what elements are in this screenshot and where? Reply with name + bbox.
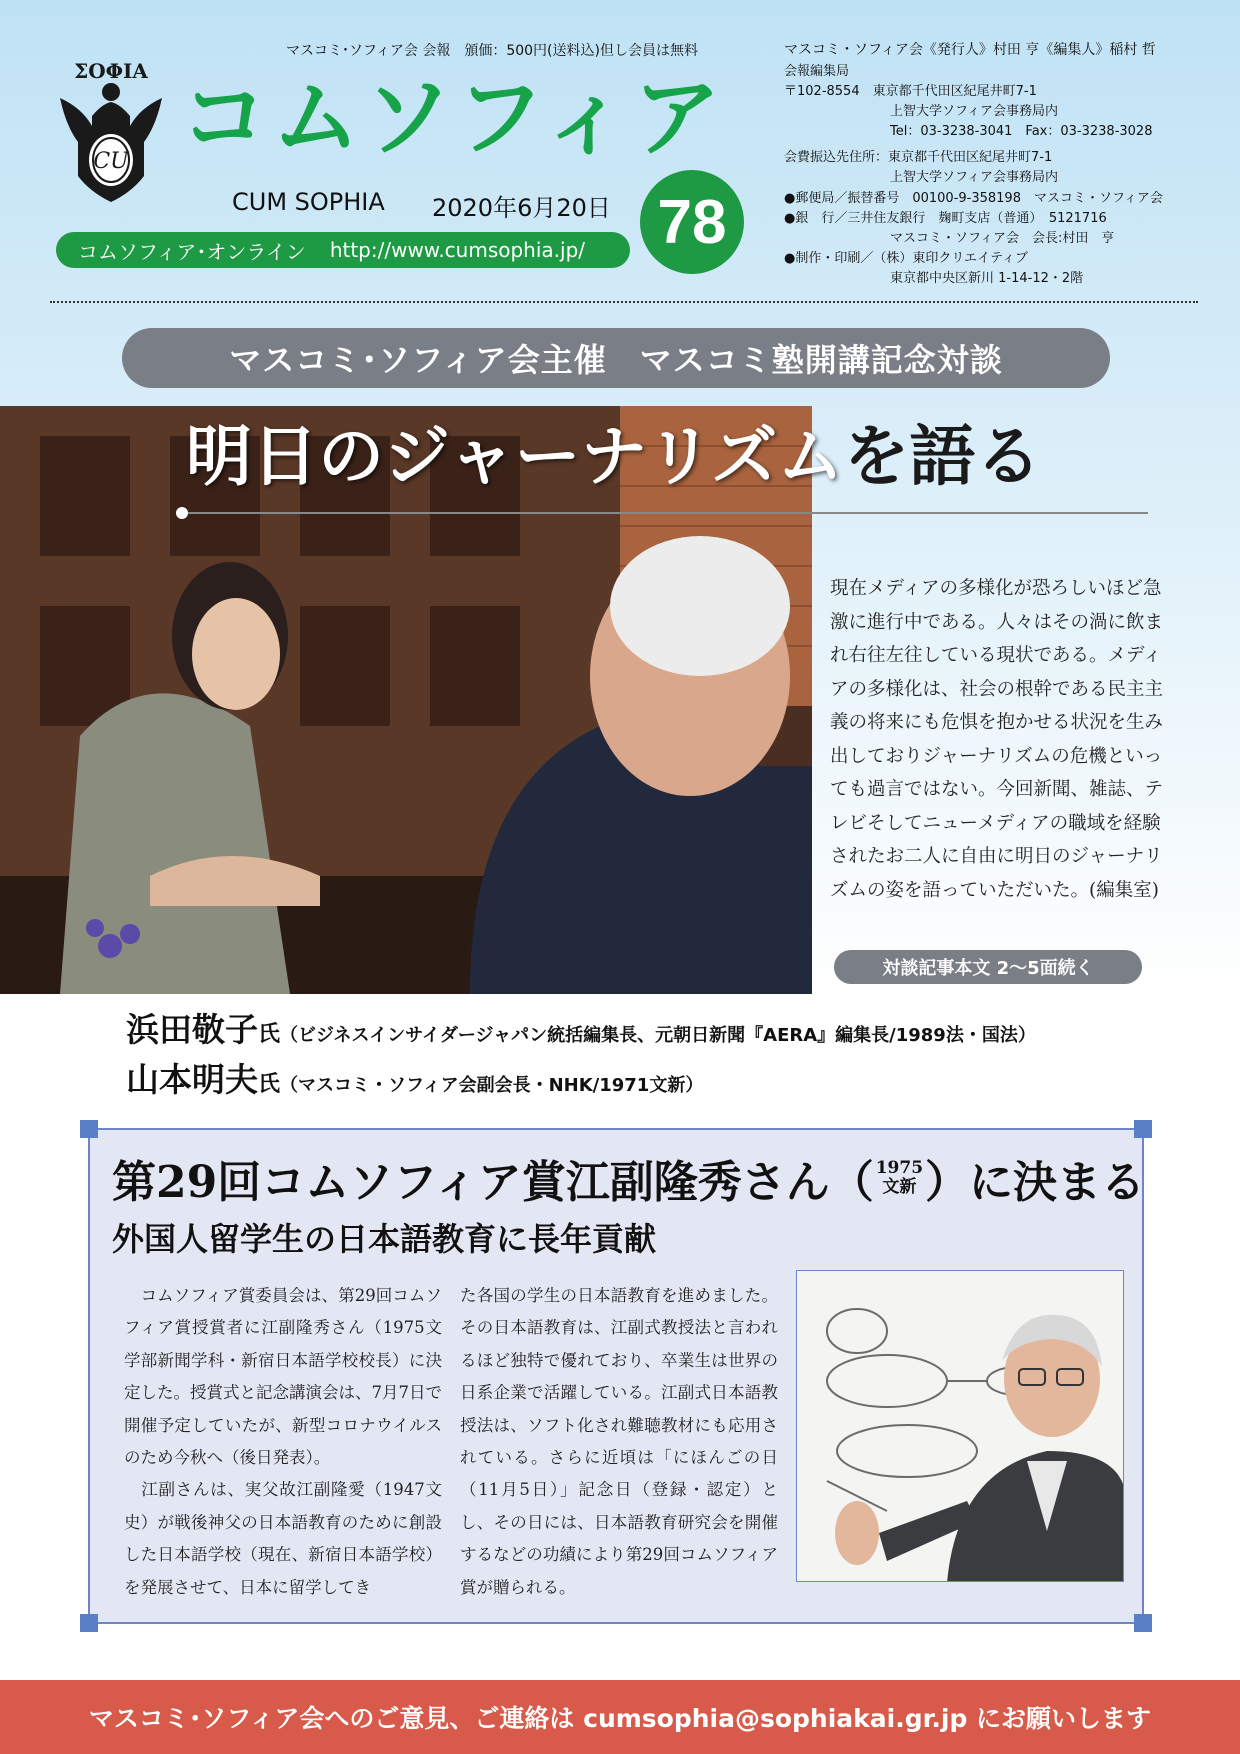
award-body-col-2: た各国の学生の日本語教育を進めました。その日本語教育は、江副式教授法と言われるほど独特で優れており、卒業生は世界の日系企業で活躍している。江副式日本語教授法は、ソフト化され難聴教材にも応用されている。さらに近頃は「にほんごの日（11月5日）」記念日（登録・認定）とし、その日には、日本語教育研究会を開催するなどの功績により第29回コムソフィア賞が贈られる。 [460, 1286, 778, 1597]
bank-account: ●銀 行／三井住友銀行 麹町支店（普通） 5121716 [784, 210, 1107, 226]
emblem-monogram: CU [93, 149, 129, 174]
box-corner [1134, 1614, 1152, 1632]
office-address-1: 東京都千代田区紀尾井町7-1 [872, 83, 1037, 99]
online-link-bar[interactable] [56, 232, 630, 268]
issue-number-badge: 78 [640, 170, 744, 274]
award-subtitle: 外国人留学生の日本語教育に長年貢献 [112, 1220, 657, 1258]
publisher-info [784, 40, 1224, 289]
speaker-1 [126, 1004, 1036, 1051]
headline-main: 明日のジャーナリズム [186, 417, 844, 495]
issue-date: 2020年6月20日 [432, 194, 611, 222]
award-title-end: に決まる [969, 1157, 1146, 1208]
annotation-dept: 文新 [882, 1177, 917, 1197]
masthead-tagline: マスコミ･ソフィア会 会報 頒価：500円(送料込)但し会員は無料 [286, 43, 698, 59]
publisher-line: マスコミ・ソフィア会《発行人》村田 亨《編集人》稲村 哲 [784, 42, 1156, 58]
speaker-2-honorific: 氏 [258, 1071, 281, 1097]
newsletter-title: コムソフィア [180, 66, 725, 169]
award-title-annotation [876, 1159, 923, 1197]
speaker-2-desc: （マスコミ・ソフィア会副会長・NHK/1971文新） [280, 1075, 704, 1096]
bank-holder: マスコミ・ソフィア会 会長:村田 亨 [890, 230, 1115, 246]
speaker-1-name: 浜田敬子 [126, 1010, 258, 1049]
speaker-1-honorific: 氏 [258, 1021, 281, 1047]
editorial-office: 会報編集局 [784, 63, 850, 79]
annotation-year: 1975 [875, 1158, 924, 1178]
speaker-1-desc: （ビジネスインサイダージャパン統括編集長、元朝日新聞『AERA』編集長/1989法・国法） [280, 1025, 1036, 1046]
headline-rule-dot [176, 507, 188, 519]
feature-headline [186, 417, 1042, 495]
award-title-main: 第29回コムソフィア賞江副隆秀さん [112, 1157, 830, 1208]
online-url-link[interactable]: http://www.cumsophia.jp/ [329, 238, 586, 262]
emblem-text: ΣΟΦΙΑ [74, 59, 148, 83]
paren-open: （ [829, 1157, 874, 1208]
box-corner [80, 1120, 98, 1138]
tel-fax: Tel：03-3238-3041 Fax：03-3238-3028 [890, 124, 1153, 140]
footer-contact: マスコミ･ソフィア会へのご意見、ご連絡は cumsophia@sophiakai.gr.jp にお願いします [0, 1680, 1240, 1754]
box-corner [1134, 1120, 1152, 1138]
headline-suffix: を語る [843, 417, 1042, 495]
award-headline [112, 1146, 1145, 1210]
paren-close: ） [925, 1157, 970, 1208]
box-corner [80, 1614, 98, 1632]
postal-transfer: ●郵便局／振替番号 00100-9-358198 マスコミ・ソフィア会 [784, 190, 1163, 206]
feature-banner: マスコミ･ソフィア会主催 マスコミ塾開講記念対談 [122, 328, 1110, 388]
sophia-emblem-logo [52, 56, 170, 206]
printer: ●制作・印刷／（株）東印クリエイティブ [784, 250, 1029, 266]
fee-address-2: 上智大学ソフィア会事務局内 [890, 170, 1058, 186]
award-body-col-1: コムソフィア賞委員会は、第29回コムソフィア賞授賞者に江副隆秀さん（1975文学部新聞学科・新宿日本語学校校長）に決定した。授賞式と記念講演会は、7月7日で開催予定していたが、新型コロナウイルスのため今秋へ（後日発表）。 江副さんは、実父故江副隆愛（1947文史）が戦後神父の日本語教育のために創設した日本語学校（現在、新宿日本語学校）を発展させて、日本に留学してき [124, 1286, 442, 1597]
speaker-2-name: 山本明夫 [126, 1060, 258, 1099]
headline-rule [180, 512, 1148, 514]
speaker-2 [126, 1054, 703, 1101]
masthead-divider [50, 301, 1198, 303]
online-label: コムソフィア･オンライン [78, 239, 306, 264]
fee-address-1: 東京都千代田区紀尾井町7-1 [888, 150, 1053, 166]
fee-label: 会費振込先住所： [784, 150, 889, 166]
printer-address: 東京都中央区新川 1-14-12・2階 [890, 271, 1084, 287]
feature-intro: 現在メディアの多様化が恐ろしいほど急激に進行中である。人々はその渦に飲まれ右往左往している現状である。メディアの多様化は、社会の根幹である民主主義の将来にも危惧を抱かせる状況を生み出しておりジャーナリズムの危機といっても過言ではない。今回新聞、雑誌、テレビそしてニューメディアの職域を経験されたお二人に自由に明日のジャーナリズムの姿を語っていただいた。(編集室) [830, 578, 1164, 901]
continued-pill: 対談記事本文 2～5面続く [834, 950, 1142, 984]
postal-code: 〒102-8554 [784, 83, 860, 99]
latin-title: CUM SOPHIA [232, 188, 385, 216]
office-address-2: 上智大学ソフィア会事務局内 [890, 103, 1058, 119]
award-winner-photo [796, 1270, 1124, 1582]
